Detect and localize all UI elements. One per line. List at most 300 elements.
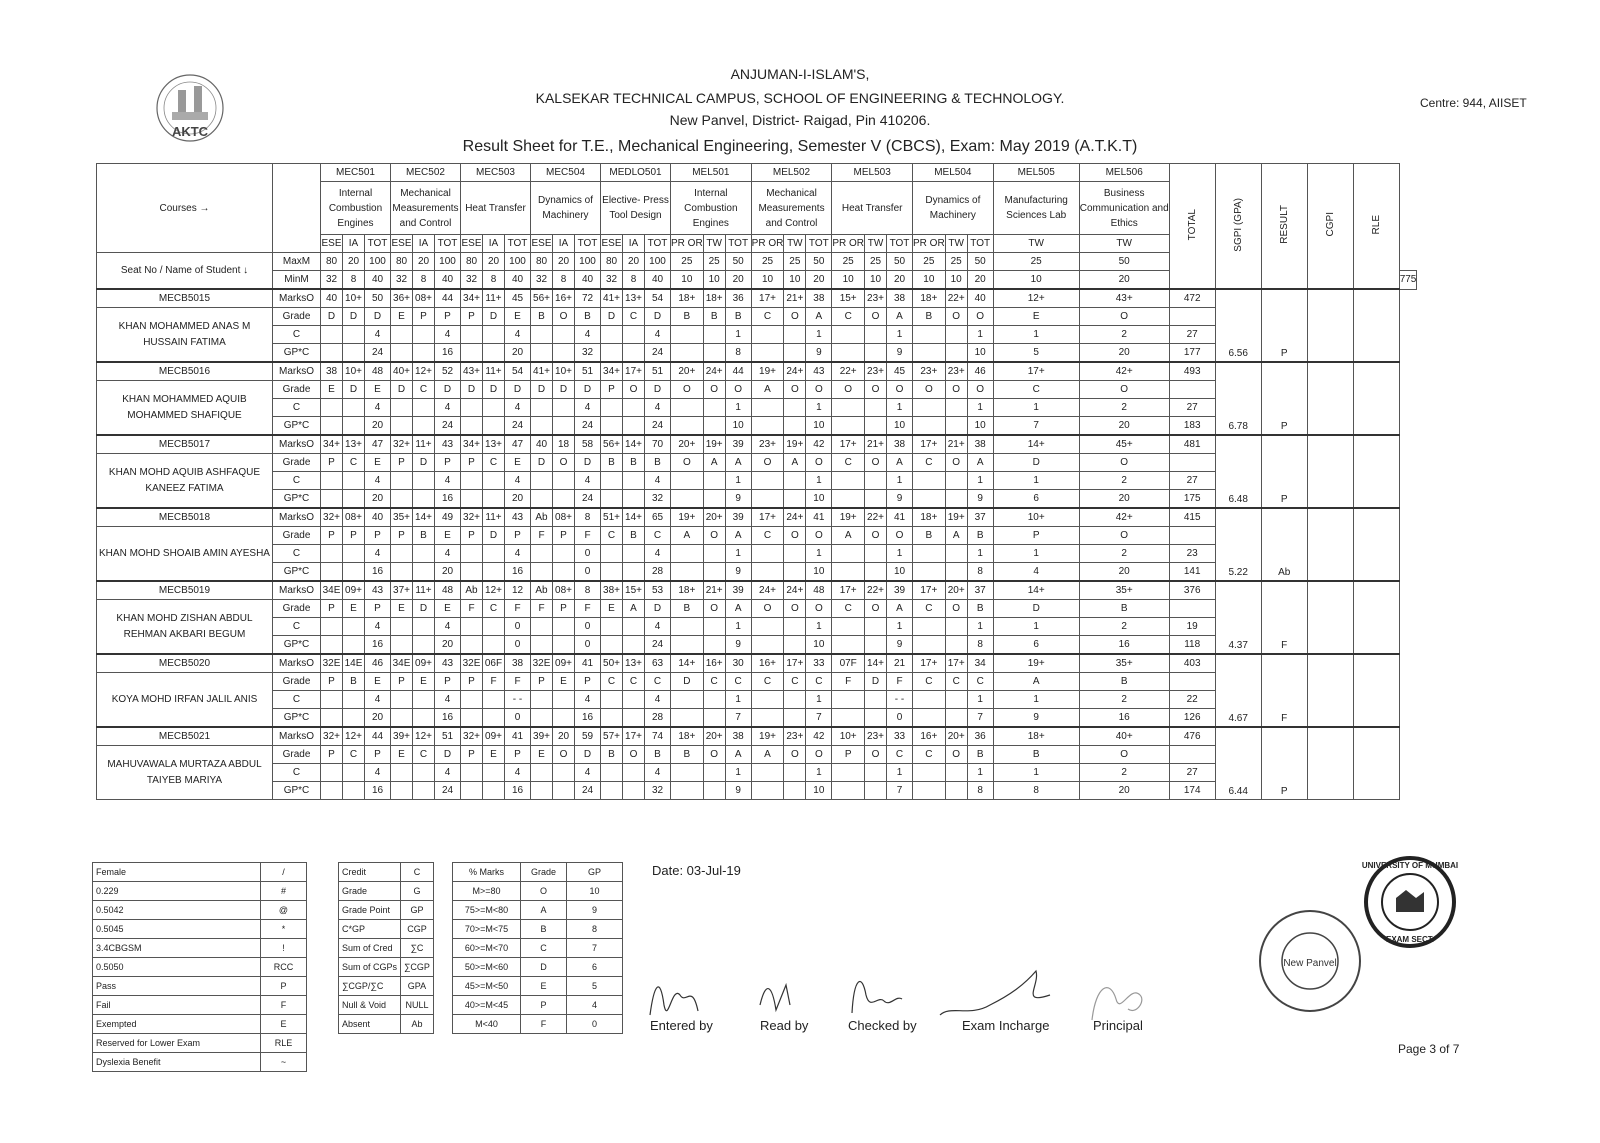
blank-cell: [913, 326, 946, 344]
grade-cell: O: [806, 746, 832, 764]
grade-cell: A: [784, 454, 806, 472]
blank-cell: [671, 691, 704, 709]
gpc-cell: 20: [365, 417, 391, 436]
grade-cell: B: [671, 600, 704, 618]
mark-cell: 23+: [865, 289, 887, 308]
cgpi-cell: [1307, 727, 1353, 800]
sub-column-label: PR OR: [913, 235, 946, 253]
grade-cell: E: [483, 746, 505, 764]
blank-cell: [553, 764, 575, 782]
row-label: MarksO: [273, 508, 321, 527]
legend-cell: 0.229: [93, 882, 261, 901]
gpc-cell: 7: [725, 709, 751, 728]
grade-cell: D: [391, 381, 413, 399]
credit-cell: - -: [887, 691, 913, 709]
blank-cell: [945, 764, 967, 782]
mark-cell: 46: [967, 362, 993, 381]
blank-cell: [321, 344, 343, 363]
mark-cell: 17+: [913, 435, 946, 454]
blank-cell: [623, 344, 645, 363]
legend-cell: Female: [93, 863, 261, 882]
blank-cell: [671, 490, 704, 509]
gpc-cell: 9: [725, 782, 751, 800]
mark-cell: 58: [575, 435, 601, 454]
blank-cell: [703, 490, 725, 509]
legend-cell: 4: [567, 996, 623, 1015]
blank-cell: [413, 490, 435, 509]
grade-cell: O: [806, 600, 832, 618]
mark-cell: 32+: [461, 727, 483, 746]
row-label: MarksO: [273, 727, 321, 746]
mark-cell: 50: [365, 289, 391, 308]
min-mark: 10: [945, 271, 967, 290]
min-mark: 40: [645, 271, 671, 290]
grade-cell: P: [461, 527, 483, 545]
blank-cell: [751, 691, 784, 709]
grade-cell: D: [671, 673, 704, 691]
mark-cell: 08+: [413, 289, 435, 308]
legend-cell: 7: [567, 939, 623, 958]
mark-cell: 20+: [671, 435, 704, 454]
mark-cell: 12+: [413, 727, 435, 746]
credit-cell: 1: [806, 618, 832, 636]
legend-cell: F: [521, 1015, 567, 1034]
blank-cell: [413, 399, 435, 417]
seat-number: MECB5016: [97, 362, 273, 381]
legend-cell: P: [261, 977, 307, 996]
mark-cell: 12+: [483, 581, 505, 600]
min-mark: 32: [391, 271, 413, 290]
max-label: MaxM: [273, 253, 321, 271]
blank-cell: [483, 636, 505, 655]
blank-cell: [483, 490, 505, 509]
blank-cell: [703, 472, 725, 490]
blank-cell: [343, 344, 365, 363]
min-mark: 32: [461, 271, 483, 290]
min-mark: 32: [601, 271, 623, 290]
course-name: Internal Combustion Engines: [321, 182, 391, 235]
grade-cell: O: [887, 381, 913, 399]
mark-cell: 51+: [601, 508, 623, 527]
blank-cell: [784, 326, 806, 344]
mark-cell: 8: [575, 581, 601, 600]
blank-cell: [703, 782, 725, 800]
gpc-cell: 16: [365, 636, 391, 655]
min-label: MinM: [273, 271, 321, 290]
gpc-cell: 9: [725, 563, 751, 582]
max-mark: 20: [553, 253, 575, 271]
blank-cell: [751, 326, 784, 344]
mark-cell: 07F: [832, 654, 865, 673]
mark-cell: 10+: [553, 362, 575, 381]
college-stamp: [1255, 906, 1365, 1021]
mark-cell: 32+: [391, 435, 413, 454]
total-credit: 27: [1169, 472, 1215, 490]
blank-cell: [413, 709, 435, 728]
credit-cell: 4: [435, 326, 461, 344]
grade-cell: C: [913, 454, 946, 472]
rle-cell: [1353, 727, 1399, 800]
min-mark: 20: [1079, 271, 1169, 290]
grade-cell: D: [483, 308, 505, 326]
grade-cell: O: [865, 308, 887, 326]
blank-cell: [751, 563, 784, 582]
credit-cell: 1: [725, 545, 751, 563]
credit-cell: 4: [505, 326, 531, 344]
grade-cell: B: [993, 746, 1079, 764]
mark-cell: 12+: [993, 289, 1079, 308]
blank-cell: [273, 164, 321, 253]
gpc-cell: 28: [645, 563, 671, 582]
mark-cell: 24+: [751, 581, 784, 600]
credit-cell: 1: [887, 545, 913, 563]
credit-cell: 4: [435, 472, 461, 490]
grade-cell: A: [703, 454, 725, 472]
blank-cell: [483, 709, 505, 728]
cgpi-cell: [1307, 654, 1353, 727]
mark-cell: 14E: [343, 654, 365, 673]
blank-cell: [601, 691, 623, 709]
blank-cell: [945, 472, 967, 490]
blank-cell: [321, 545, 343, 563]
signature-label: Exam Incharge: [962, 1018, 1050, 1033]
mark-cell: 39: [725, 435, 751, 454]
legend-cell: Null & Void: [339, 996, 401, 1015]
blank-cell: [865, 545, 887, 563]
grade-cell: O: [806, 527, 832, 545]
gpc-cell: 16: [365, 782, 391, 800]
credit-cell: 1: [967, 326, 993, 344]
cgpi-cell: [1307, 435, 1353, 508]
blank-cell: [751, 764, 784, 782]
blank-cell: [913, 691, 946, 709]
grade-cell: O: [945, 381, 967, 399]
student-name: KHAN MOHD ZISHAN ABDUL REHMAN AKBARI BEGUM: [97, 600, 273, 655]
max-mark: 25: [832, 253, 865, 271]
grade-cell: P: [321, 527, 343, 545]
legend-grades: [452, 862, 623, 1034]
blank-cell: [623, 563, 645, 582]
gpc-cell: 10: [806, 490, 832, 509]
mark-cell: 49: [435, 508, 461, 527]
max-mark: 80: [601, 253, 623, 271]
grade-cell: O: [887, 527, 913, 545]
credit-cell: 4: [645, 399, 671, 417]
mark-cell: 43+: [461, 362, 483, 381]
blank-cell: [413, 472, 435, 490]
mark-cell: 42+: [1079, 362, 1169, 381]
gpc-cell: 10: [967, 417, 993, 436]
blank-cell: [913, 417, 946, 436]
mark-cell: 16+: [703, 654, 725, 673]
grade-cell: O: [945, 454, 967, 472]
blank-cell: [553, 636, 575, 655]
credit-cell: 4: [365, 691, 391, 709]
blank-cell: [703, 344, 725, 363]
credit-cell: 4: [645, 691, 671, 709]
credit-cell: 4: [575, 764, 601, 782]
blank-cell: [784, 417, 806, 436]
row-label: GP*C: [273, 344, 321, 363]
mark-cell: 18: [553, 435, 575, 454]
blank-cell: [553, 326, 575, 344]
legend-cell: GPA: [401, 977, 434, 996]
blank-cell: [461, 764, 483, 782]
credit-cell: 1: [887, 399, 913, 417]
legend-cell: 75>=M<80: [453, 901, 521, 920]
blank-cell: [832, 563, 865, 582]
sub-column-label: ESE: [601, 235, 623, 253]
grade-cell: E: [413, 673, 435, 691]
sub-column-label: TOT: [435, 235, 461, 253]
blank-cell: [391, 545, 413, 563]
total-gpc: 174: [1169, 782, 1215, 800]
blank-cell: [531, 618, 553, 636]
grade-cell: D: [993, 454, 1079, 472]
seat-number: MECB5018: [97, 508, 273, 527]
legend-cell: 8: [567, 920, 623, 939]
grade-cell: B: [967, 746, 993, 764]
grade-cell: D: [435, 746, 461, 764]
seat-number: MECB5017: [97, 435, 273, 454]
gpc-cell: 24: [435, 417, 461, 436]
blank-cell: [832, 709, 865, 728]
grade-cell: O: [553, 308, 575, 326]
mark-cell: 34+: [461, 289, 483, 308]
blank-cell: [553, 782, 575, 800]
grade-cell: C: [784, 673, 806, 691]
mark-cell: 32E: [461, 654, 483, 673]
cgpi-cell: [1307, 362, 1353, 435]
course-code: MEL501: [671, 164, 752, 182]
grade-cell: O: [865, 746, 887, 764]
grade-cell: P: [553, 527, 575, 545]
credit-cell: 1: [887, 472, 913, 490]
gpc-cell: 8: [967, 636, 993, 655]
table-row: [97, 654, 1417, 673]
blank-cell: [865, 490, 887, 509]
mark-cell: 48: [365, 362, 391, 381]
mark-cell: 56+: [531, 289, 553, 308]
vertical-header-text: TOTAL: [1186, 208, 1198, 241]
grade-cell: P: [391, 527, 413, 545]
blank-cell: [671, 618, 704, 636]
grade-cell: A: [887, 308, 913, 326]
blank-cell: [531, 782, 553, 800]
mark-cell: 51: [645, 362, 671, 381]
min-mark: 10: [751, 271, 784, 290]
blank-cell: [413, 691, 435, 709]
gpc-cell: 0: [505, 636, 531, 655]
mark-cell: 23+: [865, 362, 887, 381]
mark-cell: 65: [645, 508, 671, 527]
blank-cell: [671, 764, 704, 782]
blank-cell: [832, 636, 865, 655]
sub-column-label: PR OR: [671, 235, 704, 253]
min-mark: 20: [887, 271, 913, 290]
min-mark: 10: [832, 271, 865, 290]
result-cell: Ab: [1261, 508, 1307, 581]
blank-cell: [945, 563, 967, 582]
mark-cell: 24+: [784, 581, 806, 600]
mark-cell: 34E: [321, 581, 343, 600]
grade-cell: E: [391, 600, 413, 618]
sub-column-label: IA: [413, 235, 435, 253]
mark-cell: 19+: [832, 508, 865, 527]
blank-cell: [321, 399, 343, 417]
blank-cell: [945, 344, 967, 363]
blank-cell: [1169, 527, 1215, 545]
row-label: MarksO: [273, 289, 321, 308]
grade-cell: A: [832, 527, 865, 545]
blank-cell: [945, 545, 967, 563]
blank-cell: [623, 636, 645, 655]
mark-cell: 18+: [993, 727, 1079, 746]
mark-cell: 18+: [913, 508, 946, 527]
grade-cell: O: [751, 454, 784, 472]
min-mark: 10: [865, 271, 887, 290]
mark-cell: 18+: [703, 289, 725, 308]
blank-cell: [321, 490, 343, 509]
blank-cell: [832, 326, 865, 344]
grade-cell: C: [601, 527, 623, 545]
credit-cell: 4: [645, 764, 671, 782]
blank-cell: [531, 490, 553, 509]
row-label: MarksO: [273, 435, 321, 454]
result-cell: P: [1261, 727, 1307, 800]
blank-cell: [784, 545, 806, 563]
grade-cell: D: [483, 381, 505, 399]
grade-cell: P: [321, 600, 343, 618]
sub-column-label: ESE: [321, 235, 343, 253]
blank-cell: [865, 472, 887, 490]
gpc-cell: 20: [435, 636, 461, 655]
credit-cell: 1: [993, 472, 1079, 490]
credit-cell: 4: [365, 618, 391, 636]
gpc-cell: 7: [993, 417, 1079, 436]
blank-cell: [483, 782, 505, 800]
blank-cell: [321, 618, 343, 636]
sub-column-label: IA: [553, 235, 575, 253]
legend-cell: E: [261, 1015, 307, 1034]
mark-cell: 72: [575, 289, 601, 308]
mark-cell: 22+: [832, 362, 865, 381]
min-mark: 40: [365, 271, 391, 290]
max-mark: 25: [913, 253, 946, 271]
grade-cell: P: [365, 746, 391, 764]
blank-cell: [623, 709, 645, 728]
mark-cell: 34: [967, 654, 993, 673]
mark-cell: 43+: [1079, 289, 1169, 308]
blank-cell: [601, 636, 623, 655]
grade-cell: O: [1079, 527, 1169, 545]
credit-cell: 1: [725, 618, 751, 636]
max-mark: 80: [531, 253, 553, 271]
blank-cell: [703, 764, 725, 782]
legend-cell: Absent: [339, 1015, 401, 1034]
blank-cell: [343, 545, 365, 563]
blank-cell: [913, 490, 946, 509]
blank-cell: [531, 399, 553, 417]
mark-cell: 17+: [832, 581, 865, 600]
grade-cell: P: [461, 746, 483, 764]
gpc-cell: 10: [967, 344, 993, 363]
grade-cell: P: [505, 746, 531, 764]
course-code: MEL502: [751, 164, 832, 182]
mark-cell: 19+: [751, 727, 784, 746]
vertical-header-text: RLE: [1370, 214, 1382, 235]
blank-cell: [531, 344, 553, 363]
mark-cell: 19+: [993, 654, 1079, 673]
min-mark: 20: [967, 271, 993, 290]
mark-cell: 45: [887, 362, 913, 381]
page-title: Result Sheet for T.E., Mechanical Engineering, Semester V (CBCS), Exam: May 2019 (A.T.K.T): [462, 138, 1138, 155]
credit-cell: 0: [505, 618, 531, 636]
mark-cell: 40: [967, 289, 993, 308]
mark-cell: 11+: [413, 581, 435, 600]
legend-cell: CGP: [401, 920, 434, 939]
gpc-cell: 20: [365, 709, 391, 728]
grade-cell: O: [784, 746, 806, 764]
course-name: Mechanical Measurements and Control: [391, 182, 461, 235]
grade-cell: A: [725, 454, 751, 472]
course-name: Dynamics of Machinery: [531, 182, 601, 235]
grade-cell: A: [751, 381, 784, 399]
grade-cell: B: [1079, 600, 1169, 618]
gpc-cell: 10: [887, 417, 913, 436]
grade-cell: C: [967, 673, 993, 691]
grade-cell: C: [645, 673, 671, 691]
mark-cell: 34+: [601, 362, 623, 381]
blank-cell: [601, 563, 623, 582]
blank-cell: [343, 636, 365, 655]
grade-cell: D: [413, 454, 435, 472]
blank-cell: [391, 490, 413, 509]
total-credit: 27: [1169, 399, 1215, 417]
grade-cell: O: [553, 454, 575, 472]
blank-cell: [913, 472, 946, 490]
gpc-cell: 9: [725, 636, 751, 655]
sub-column-label: TW: [1079, 235, 1169, 253]
legend-cell: Grade: [339, 882, 401, 901]
blank-cell: [321, 472, 343, 490]
mark-cell: 32E: [531, 654, 553, 673]
mark-cell: 37+: [391, 581, 413, 600]
mark-cell: 38: [887, 435, 913, 454]
grade-cell: F: [505, 673, 531, 691]
max-mark: 50: [806, 253, 832, 271]
grade-cell: D: [575, 746, 601, 764]
mark-cell: 20: [553, 727, 575, 746]
blank-cell: [865, 691, 887, 709]
legend-cell: Pass: [93, 977, 261, 996]
grade-cell: O: [1079, 454, 1169, 472]
min-mark: 20: [806, 271, 832, 290]
row-label: GP*C: [273, 782, 321, 800]
grade-cell: B: [575, 308, 601, 326]
blank-cell: [945, 709, 967, 728]
legend-symbols: [92, 862, 307, 1072]
grade-cell: P: [575, 673, 601, 691]
grade-cell: P: [321, 746, 343, 764]
sub-column-label: IA: [483, 235, 505, 253]
blank-cell: [343, 563, 365, 582]
grade-cell: P: [413, 308, 435, 326]
grade-cell: F: [461, 600, 483, 618]
mark-cell: 13+: [343, 435, 365, 454]
blank-cell: [784, 344, 806, 363]
mark-cell: 22+: [945, 289, 967, 308]
